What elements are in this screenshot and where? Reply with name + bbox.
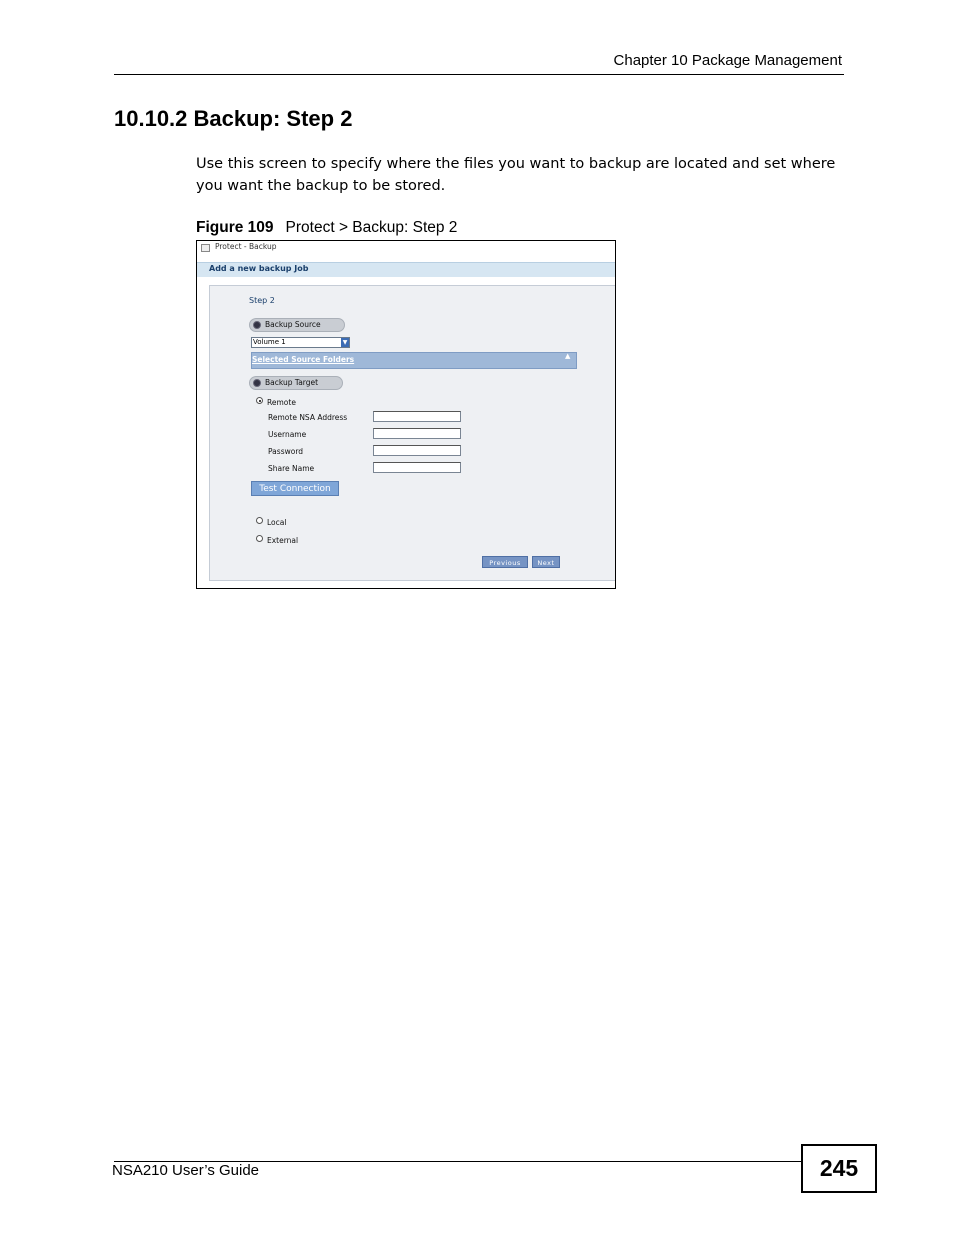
external-radio[interactable] [256,535,263,542]
backup-source-label: Backup Source [265,320,321,329]
bullet-icon [253,321,261,329]
footer-guide-title: NSA210 User’s Guide [112,1162,260,1179]
figure-caption [196,219,457,237]
password-input[interactable] [373,445,461,456]
figure-caption-text: Protect > Backup: Step 2 [285,219,458,236]
breadcrumb: Protect - Backup [215,242,277,251]
backup-target-label: Backup Target [265,378,319,387]
backup-source-section [249,318,345,332]
share-name-label: Share Name [268,464,315,473]
chevron-up-icon[interactable]: ▲ [565,352,571,360]
local-radio[interactable] [256,517,263,524]
page-number: 245 [801,1144,877,1193]
share-name-input[interactable] [373,462,461,473]
username-label: Username [268,430,307,439]
previous-button[interactable]: Previous [482,556,528,568]
local-label: Local [267,518,287,527]
intro-paragraph: Use this screen to specify where the files you want to backup are located and set where you want the backup to be stored. [196,156,836,194]
step-label: Step 2 [249,296,275,305]
page-icon [201,244,210,252]
volume-select-value: Volume 1 [253,338,286,346]
backup-target-section [249,376,343,390]
chapter-header: Chapter 10 Package Management [613,52,842,69]
selected-source-folders-label[interactable]: Selected Source Folders [252,355,355,364]
job-title: Add a new backup Job [209,264,309,273]
next-button[interactable]: Next [532,556,560,568]
volume-select[interactable] [251,337,350,348]
section-title: 10.10.2 Backup: Step 2 [114,106,353,131]
remote-label: Remote [267,398,296,407]
remote-nsa-address-label: Remote NSA Address [268,413,348,422]
remote-radio[interactable] [256,397,263,404]
header-rule [114,74,844,75]
password-label: Password [268,447,304,456]
remote-nsa-address-input[interactable] [373,411,461,422]
chevron-down-icon[interactable]: ▼ [342,339,348,346]
test-connection-button[interactable]: Test Connection [251,481,339,496]
figure-number: Figure 109 [196,219,274,236]
external-label: External [267,536,299,545]
username-input[interactable] [373,428,461,439]
backup-step2-screenshot [196,240,616,589]
bullet-icon [253,379,261,387]
